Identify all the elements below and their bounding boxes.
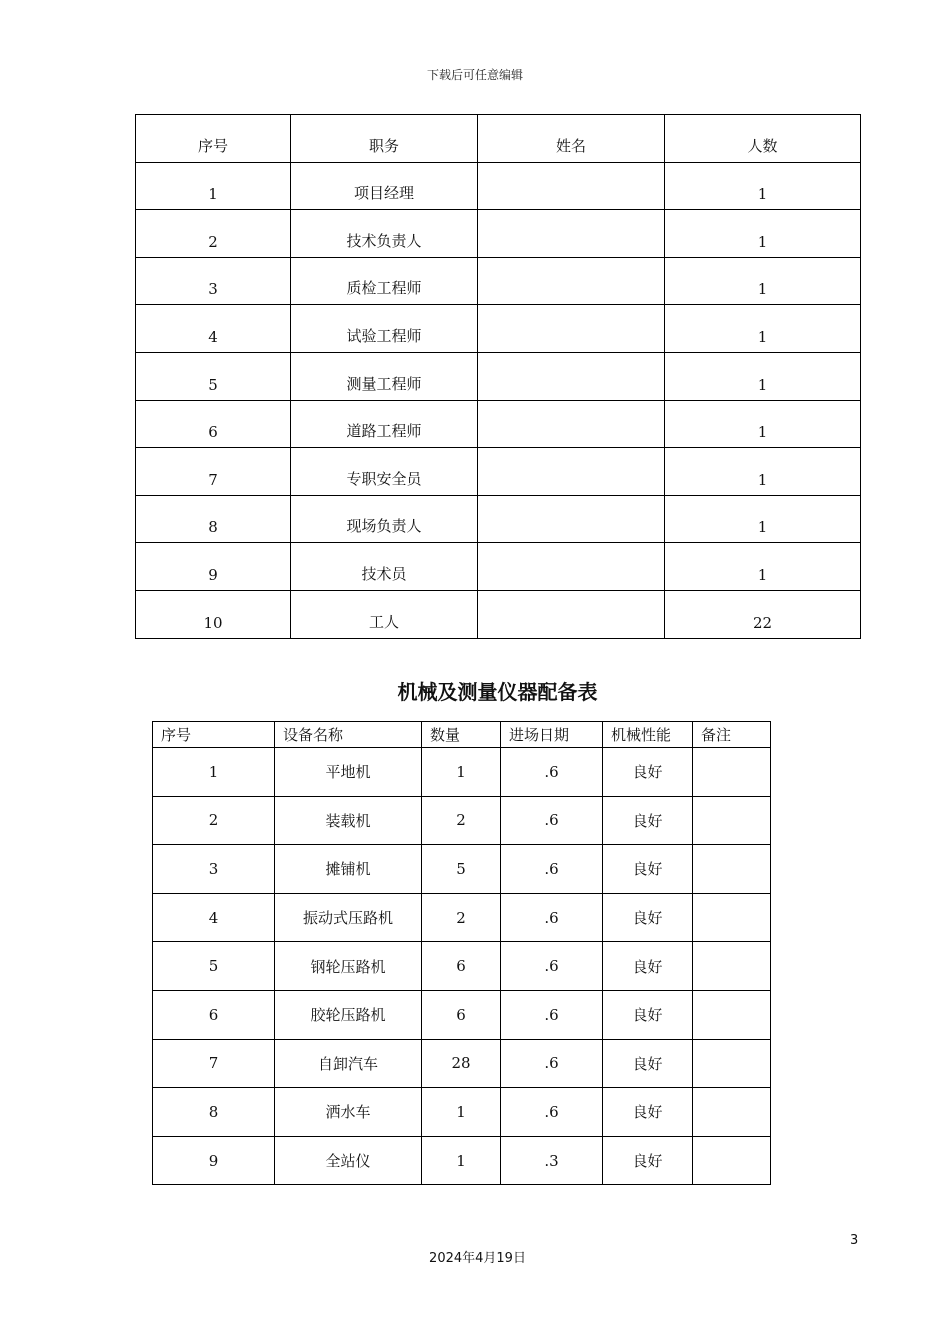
count-cell: 1 bbox=[665, 257, 861, 305]
equipment-table bbox=[152, 721, 771, 1185]
table-row bbox=[136, 590, 861, 638]
role-cell: 道路工程师 bbox=[291, 400, 478, 448]
performance-cell: 良好 bbox=[603, 893, 693, 942]
equipment-name-cell: 洒水车 bbox=[275, 1088, 422, 1137]
column-header: 备注 bbox=[693, 722, 771, 748]
quantity-cell: 1 bbox=[422, 1088, 501, 1137]
equipment-name-cell: 装载机 bbox=[275, 796, 422, 845]
performance-cell: 良好 bbox=[603, 990, 693, 1039]
entry-date-cell: .6 bbox=[501, 893, 603, 942]
role-cell: 技术负责人 bbox=[291, 210, 478, 258]
equipment-name-cell: 振动式压路机 bbox=[275, 893, 422, 942]
role-cell: 测量工程师 bbox=[291, 352, 478, 400]
equipment-name-cell: 全站仪 bbox=[275, 1136, 422, 1185]
row-number-cell: 4 bbox=[153, 893, 275, 942]
table-row bbox=[136, 210, 861, 258]
row-number-cell: 5 bbox=[136, 352, 291, 400]
row-number-cell: 2 bbox=[136, 210, 291, 258]
name-cell bbox=[478, 590, 665, 638]
row-number-cell: 8 bbox=[153, 1088, 275, 1137]
staff-table bbox=[135, 114, 861, 639]
row-number-cell: 2 bbox=[153, 796, 275, 845]
page-header: 下载后可任意编辑 bbox=[426, 68, 523, 82]
table-row bbox=[136, 495, 861, 543]
row-number-cell: 3 bbox=[136, 257, 291, 305]
note-cell bbox=[693, 845, 771, 894]
row-number-cell: 7 bbox=[136, 448, 291, 496]
count-cell: 1 bbox=[665, 162, 861, 210]
row-number-cell: 9 bbox=[136, 543, 291, 591]
table-row bbox=[153, 893, 771, 942]
note-cell bbox=[693, 893, 771, 942]
table-row bbox=[136, 448, 861, 496]
entry-date-cell: .6 bbox=[501, 942, 603, 991]
count-cell: 1 bbox=[665, 448, 861, 496]
table-row bbox=[153, 1136, 771, 1185]
column-header: 进场日期 bbox=[501, 722, 603, 748]
quantity-cell: 2 bbox=[422, 796, 501, 845]
row-number-cell: 1 bbox=[136, 162, 291, 210]
performance-cell: 良好 bbox=[603, 845, 693, 894]
page-number: 3 bbox=[850, 1233, 859, 1248]
row-number-cell: 7 bbox=[153, 1039, 275, 1088]
note-cell bbox=[693, 1136, 771, 1185]
count-cell: 1 bbox=[665, 352, 861, 400]
equipment-name-cell: 胶轮压路机 bbox=[275, 990, 422, 1039]
table-row bbox=[153, 845, 771, 894]
name-cell bbox=[478, 352, 665, 400]
row-number-cell: 3 bbox=[153, 845, 275, 894]
column-header: 人数 bbox=[665, 115, 861, 163]
table-row bbox=[136, 257, 861, 305]
quantity-cell: 6 bbox=[422, 942, 501, 991]
performance-cell: 良好 bbox=[603, 748, 693, 797]
column-header: 职务 bbox=[291, 115, 478, 163]
count-cell: 1 bbox=[665, 543, 861, 591]
column-header: 机械性能 bbox=[603, 722, 693, 748]
staff-table-header-row bbox=[136, 115, 861, 163]
note-cell bbox=[693, 990, 771, 1039]
name-cell bbox=[478, 257, 665, 305]
table-row bbox=[153, 1088, 771, 1137]
column-header: 姓名 bbox=[478, 115, 665, 163]
note-cell bbox=[693, 942, 771, 991]
role-cell: 质检工程师 bbox=[291, 257, 478, 305]
table-row bbox=[136, 400, 861, 448]
count-cell: 1 bbox=[665, 210, 861, 258]
role-cell: 试验工程师 bbox=[291, 305, 478, 353]
role-cell: 现场负责人 bbox=[291, 495, 478, 543]
performance-cell: 良好 bbox=[603, 796, 693, 845]
row-number-cell: 6 bbox=[136, 400, 291, 448]
entry-date-cell: .6 bbox=[501, 845, 603, 894]
table-row bbox=[153, 1039, 771, 1088]
column-header: 设备名称 bbox=[275, 722, 422, 748]
count-cell: 22 bbox=[665, 590, 861, 638]
equipment-name-cell: 平地机 bbox=[275, 748, 422, 797]
table-row bbox=[136, 352, 861, 400]
entry-date-cell: .6 bbox=[501, 990, 603, 1039]
row-number-cell: 9 bbox=[153, 1136, 275, 1185]
quantity-cell: 6 bbox=[422, 990, 501, 1039]
name-cell bbox=[478, 448, 665, 496]
column-header: 序号 bbox=[153, 722, 275, 748]
quantity-cell: 5 bbox=[422, 845, 501, 894]
column-header: 序号 bbox=[136, 115, 291, 163]
role-cell: 技术员 bbox=[291, 543, 478, 591]
performance-cell: 良好 bbox=[603, 1088, 693, 1137]
table-row bbox=[136, 305, 861, 353]
name-cell bbox=[478, 210, 665, 258]
entry-date-cell: .3 bbox=[501, 1136, 603, 1185]
equipment-table-title: 机械及测量仪器配备表 bbox=[397, 680, 598, 704]
entry-date-cell: .6 bbox=[501, 1088, 603, 1137]
entry-date-cell: .6 bbox=[501, 1039, 603, 1088]
row-number-cell: 10 bbox=[136, 590, 291, 638]
row-number-cell: 5 bbox=[153, 942, 275, 991]
row-number-cell: 4 bbox=[136, 305, 291, 353]
note-cell bbox=[693, 796, 771, 845]
equipment-name-cell: 钢轮压路机 bbox=[275, 942, 422, 991]
name-cell bbox=[478, 305, 665, 353]
table-row bbox=[153, 942, 771, 991]
name-cell bbox=[478, 543, 665, 591]
performance-cell: 良好 bbox=[603, 942, 693, 991]
footer-date: 2024年4月19日 bbox=[429, 1251, 526, 1266]
count-cell: 1 bbox=[665, 495, 861, 543]
role-cell: 专职安全员 bbox=[291, 448, 478, 496]
row-number-cell: 6 bbox=[153, 990, 275, 1039]
performance-cell: 良好 bbox=[603, 1039, 693, 1088]
table-row bbox=[153, 796, 771, 845]
quantity-cell: 28 bbox=[422, 1039, 501, 1088]
role-cell: 工人 bbox=[291, 590, 478, 638]
name-cell bbox=[478, 495, 665, 543]
column-header: 数量 bbox=[422, 722, 501, 748]
row-number-cell: 8 bbox=[136, 495, 291, 543]
entry-date-cell: .6 bbox=[501, 796, 603, 845]
table-row bbox=[136, 162, 861, 210]
equipment-table-header-row bbox=[153, 722, 771, 748]
table-row bbox=[153, 748, 771, 797]
row-number-cell: 1 bbox=[153, 748, 275, 797]
table-row bbox=[153, 990, 771, 1039]
quantity-cell: 2 bbox=[422, 893, 501, 942]
table-row bbox=[136, 543, 861, 591]
count-cell: 1 bbox=[665, 400, 861, 448]
role-cell: 项目经理 bbox=[291, 162, 478, 210]
equipment-name-cell: 自卸汽车 bbox=[275, 1039, 422, 1088]
count-cell: 1 bbox=[665, 305, 861, 353]
quantity-cell: 1 bbox=[422, 748, 501, 797]
name-cell bbox=[478, 162, 665, 210]
quantity-cell: 1 bbox=[422, 1136, 501, 1185]
performance-cell: 良好 bbox=[603, 1136, 693, 1185]
note-cell bbox=[693, 1039, 771, 1088]
equipment-name-cell: 摊铺机 bbox=[275, 845, 422, 894]
note-cell bbox=[693, 748, 771, 797]
entry-date-cell: .6 bbox=[501, 748, 603, 797]
note-cell bbox=[693, 1088, 771, 1137]
name-cell bbox=[478, 400, 665, 448]
